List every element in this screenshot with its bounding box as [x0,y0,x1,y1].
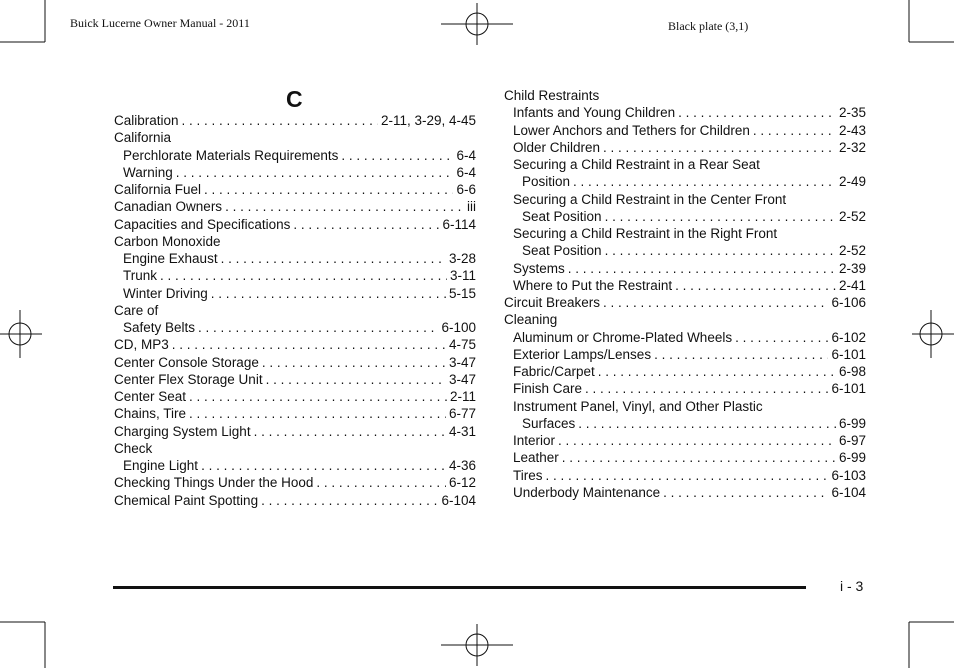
index-entry-label: Lower Anchors and Tethers for Children [513,122,750,138]
dot-leader [735,329,828,346]
dot-leader [176,164,454,181]
index-entry-page: 6-104 [831,484,866,500]
index-entry-label: Tires [513,467,543,483]
index-entry-page: 3-28 [448,251,476,266]
index-entry [504,122,866,139]
index-entry-page: 6-99 [838,415,866,431]
index-entry-label: Chains, Tire [114,406,187,422]
index-entry-label: Center Console Storage [114,354,259,370]
section-letter: C [286,86,303,112]
dot-leader [198,319,438,336]
dot-leader [261,492,438,509]
index-entry [504,173,866,190]
registration-mark-left [0,310,42,358]
index-entry-label: Circuit Breakers [504,295,601,310]
dot-leader [221,250,446,267]
index-entry [114,129,476,146]
index-entry [114,233,476,250]
index-column-right [504,87,866,501]
registration-mark-bottom [441,624,513,666]
index-entry-label: Engine Light [123,458,199,473]
dot-leader [293,216,439,233]
index-entry-page: 6-101 [831,346,866,362]
dot-leader [603,294,828,311]
index-entry [114,440,476,457]
index-entry [114,492,476,509]
footer-rule [113,586,806,589]
index-entry-label: Fabric/Carpet [513,364,595,379]
registration-mark-top [441,3,513,45]
dot-leader [204,181,453,198]
index-entry [114,181,476,198]
index-entry-label: Capacities and Specifications [114,216,291,232]
dot-leader [546,467,829,484]
dot-leader [654,346,828,363]
index-entry-page: 6-77 [448,406,476,422]
index-entry [114,354,476,371]
index-entry-label: Engine Exhaust [123,251,218,266]
index-entry [114,423,476,440]
index-entry-label: Underbody Maintenance [513,484,661,500]
index-entry-label: Child Restraints [504,88,600,103]
index-entry [504,260,866,277]
index-entry-page: 6-104 [441,492,476,508]
manual-title: Buick Lucerne Owner Manual - 2011 [70,16,250,30]
index-entry [504,156,866,173]
index-entry-page: 6-98 [838,364,866,379]
dot-leader [753,122,836,139]
dot-leader [254,423,446,440]
index-entry-label: Position [522,174,571,190]
dot-leader [558,432,836,449]
dot-leader [189,388,447,405]
index-entry-page: 6-6 [456,182,476,197]
index-entry [504,225,866,242]
dot-leader [598,363,836,380]
index-entry [504,380,866,397]
index-entry-page: 2-43 [838,122,866,138]
index-entry-page: 6-103 [831,467,866,483]
index-entry-page: 6-101 [831,381,866,397]
index-entry-label: Checking Things Under the Hood [114,475,314,491]
dot-leader [585,380,828,397]
index-entry [114,336,476,353]
index-entry [114,147,476,164]
index-entry-label: Instrument Panel, Vinyl, and Other Plastic [513,398,763,414]
index-entry [114,198,476,215]
index-entry-page: 2-39 [838,260,866,276]
index-entry-page: 6-102 [831,329,866,345]
index-entry-label: Calibration [114,113,179,128]
index-entry-label: Center Flex Storage Unit [114,371,263,387]
index-entry-label: Where to Put the Restraint [513,277,673,293]
index-entry [504,484,866,501]
index-entry-label: Trunk [123,268,158,284]
index-entry [504,311,866,328]
dot-leader [603,139,836,156]
dot-leader [573,173,836,190]
index-entry-label: Chemical Paint Spotting [114,492,259,508]
index-entry [504,449,866,466]
registration-mark-right [912,310,954,358]
dot-leader [316,474,446,491]
index-entry-label: Securing a Child Restraint in the Center Front [513,191,787,207]
index-entry [114,250,476,267]
index-entry [504,398,866,415]
index-entry [114,319,476,336]
index-entry-page: 2-11 [449,389,476,404]
index-entry [504,415,866,432]
index-entry-page: 2-52 [838,208,866,224]
index-entry-page: iii [467,199,476,215]
index-entry-page: 4-36 [448,458,476,473]
dot-leader [663,484,828,501]
index-entry-page: 6-97 [838,433,866,448]
index-entry [504,191,866,208]
index-entry [504,346,866,363]
index-entry-label: California [114,130,172,146]
index-entry-page: 3-47 [448,371,476,387]
index-entry-label: Perchlorate Materials Requirements [123,147,339,163]
index-entry-label: Surfaces [522,415,576,431]
dot-leader [678,104,836,121]
index-entry-page: 2-11, 3-29, 4-45 [380,113,476,128]
index-entry [504,242,866,259]
index-entry [114,457,476,474]
dot-leader [266,371,446,388]
dot-leader [189,405,446,422]
index-entry-page: 4-75 [448,337,476,353]
index-entry [114,474,476,491]
index-entry-label: California Fuel [114,182,202,197]
index-entry-page: 6-4 [456,164,476,180]
index-entry-page: 6-4 [456,147,476,163]
index-entry-label: Leather [513,450,559,466]
dot-leader [675,277,836,294]
dot-leader [578,415,836,432]
dot-leader [211,285,446,302]
index-entry [504,467,866,484]
index-entry [114,405,476,422]
index-entry [114,164,476,181]
dot-leader [605,242,836,259]
index-entry-label: Older Children [513,139,601,155]
index-entry-page: 2-35 [838,105,866,121]
index-entry [504,432,866,449]
index-entry-page: 4-31 [448,423,476,439]
index-entry [504,139,866,156]
dot-leader [568,260,836,277]
index-entry-label: Safety Belts [123,320,196,335]
index-entry-page: 6-114 [442,216,476,232]
index-entry-label: Interior [513,433,556,448]
index-entry-page: 6-12 [448,475,476,491]
index-entry-page: 6-99 [838,450,866,466]
index-entry-page: 2-49 [838,174,866,190]
index-entry-label: Center Seat [114,389,187,404]
index-entry-label: Cleaning [504,312,558,328]
page-number: i - 3 [840,578,864,594]
index-entry-label: Care of [114,302,159,318]
index-entry [114,302,476,319]
index-entry-page: 6-106 [831,295,866,310]
index-entry-page: 6-100 [441,320,476,335]
index-entry-label: Warning [123,164,173,180]
index-entry-label: Exterior Lamps/Lenses [513,346,652,362]
index-entry-page: 2-41 [838,277,866,293]
dot-leader [182,112,378,129]
index-entry [114,285,476,302]
dot-leader [605,208,836,225]
index-entry-label: Charging System Light [114,423,251,439]
index-entry-page: 3-11 [449,268,476,284]
dot-leader [172,336,446,353]
index-entry-label: Aluminum or Chrome-Plated Wheels [513,329,733,345]
index-entry-page: 2-52 [838,243,866,259]
index-entry-label: Finish Care [513,381,583,397]
index-entry-label: CD, MP3 [114,337,169,353]
index-entry [114,267,476,284]
dot-leader [225,198,464,215]
dot-leader [341,147,453,164]
index-entry [504,277,866,294]
dot-leader [562,449,836,466]
index-entry [114,388,476,405]
dot-leader [201,457,446,474]
index-column-left [114,112,476,509]
index-entry-label: Seat Position [522,243,602,259]
index-entry-page: 2-32 [838,139,866,155]
index-entry-label: Securing a Child Restraint in a Rear Seat [513,157,760,172]
index-entry-label: Seat Position [522,208,602,224]
dot-leader [262,354,446,371]
index-entry [504,363,866,380]
index-entry [504,294,866,311]
index-entry-label: Check [114,440,153,456]
index-entry [114,371,476,388]
index-entry-page: 5-15 [448,285,476,301]
index-entry-label: Infants and Young Children [513,105,676,121]
dot-leader [160,267,447,284]
index-entry-label: Carbon Monoxide [114,233,221,249]
index-entry-page: 3-47 [448,354,476,370]
index-entry [114,112,476,129]
index-entry-label: Securing a Child Restraint in the Right Front [513,226,778,241]
index-entry [114,216,476,233]
index-entry [504,329,866,346]
index-entry [504,208,866,225]
index-entry [504,87,866,104]
plate-label: Black plate (3,1) [668,19,749,33]
index-entry [504,104,866,121]
index-entry-label: Canadian Owners [114,199,223,215]
index-entry-label: Systems [513,260,565,276]
index-entry-label: Winter Driving [123,285,208,301]
